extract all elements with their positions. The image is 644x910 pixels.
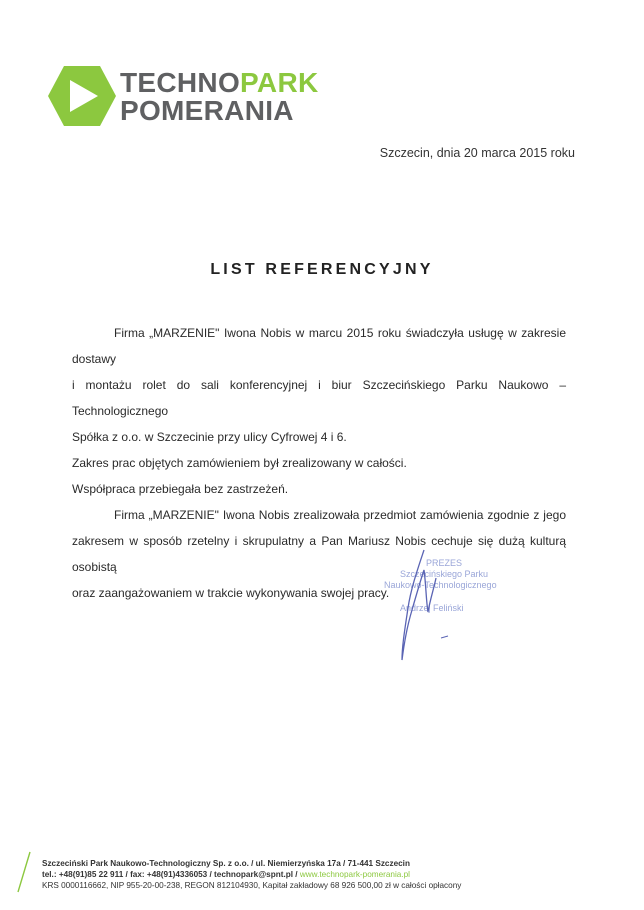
- body-line: Firma „MARZENIE" Iwona Nobis w marcu 2015 roku świadczyła usługę w zakresie dostawy: [72, 326, 566, 366]
- footer-contact: tel.: +48(91)85 22 911 / fax: +48(91)4336053 / technopark@spnt.pl /: [42, 870, 300, 879]
- stamp-line: Andrzej Feliński: [400, 603, 464, 613]
- technopark-logo: [46, 64, 319, 130]
- letter-title: LIST REFERENCYJNY: [210, 261, 434, 278]
- body-line: zakresem w sposób rzetelny i skrupulatny a Pan Mariusz Nobis cechuje się dużą kulturą osobistą: [72, 534, 566, 574]
- logo-text-park: PARK: [240, 67, 319, 98]
- footer-registration: KRS 0000116662, NIP 955-20-00-238, REGON 812104930, Kapitał zakładowy 68 926 500,00 zł w całości opłacony: [42, 881, 462, 890]
- footer: [42, 858, 461, 891]
- body-line: i montażu rolet do sali konferencyjnej i biur Szczecińskiego Parku Naukowo – Technologicznego: [72, 378, 566, 418]
- body-line: Współpraca przebiegała bez zastrzeżeń.: [72, 482, 289, 496]
- body-line: Spółka z o.o. w Szczecinie przy ulicy Cyfrowej 4 i 6.: [72, 430, 347, 444]
- footer-accent-slash: [14, 850, 34, 894]
- handwritten-signature: [378, 548, 518, 668]
- footer-contact-line: [42, 869, 461, 880]
- footer-company-address: Szczeciński Park Naukowo-Technologiczny Sp. z o.o. / ul. Niemierzyńska 17a / 71-441 Szczecin: [42, 859, 410, 868]
- stamp-line: Naukowo-Technologicznego: [384, 580, 497, 590]
- stamp-line: Szczecińskiego Parku: [400, 569, 489, 579]
- signature-stamp: [378, 548, 518, 668]
- letter-date: Szczecin, dnia 20 marca 2015 roku: [379, 146, 575, 160]
- logo-text-technopark: [120, 69, 319, 97]
- footer-website-link[interactable]: www.technopark-pomerania.pl: [299, 870, 410, 879]
- body-line: Zakres prac objętych zamówieniem był zrealizowany w całości.: [72, 456, 407, 470]
- logo-text-pomerania: POMERANIA: [120, 95, 294, 126]
- stamp-line: PREZES: [426, 558, 463, 568]
- body-line: oraz zaangażowaniem w trakcie wykonywania swojej pracy.: [72, 586, 390, 600]
- logo-text-techno: TECHNO: [120, 67, 241, 98]
- play-triangle-logo-icon: [46, 64, 118, 128]
- body-line: Firma „MARZENIE" Iwona Nobis zrealizowała przedmiot zamówienia zgodnie z jego: [114, 508, 566, 522]
